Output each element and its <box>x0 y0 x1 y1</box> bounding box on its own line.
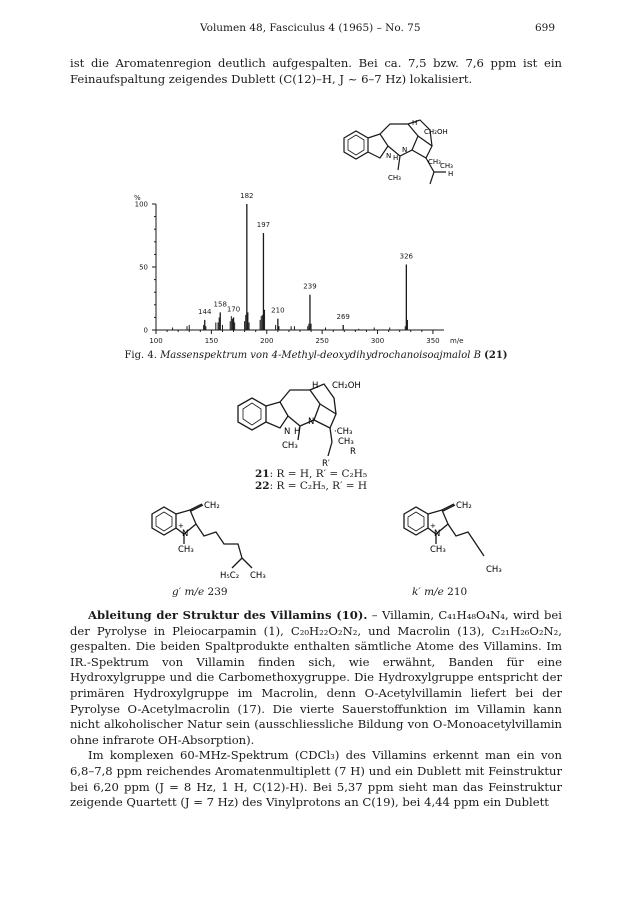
y-tick-label: 100 <box>134 200 148 209</box>
frag-k-label-ch3: CH₃ <box>430 545 446 555</box>
fragment-k-caption <box>412 586 467 598</box>
fragment-k-diagram <box>394 500 534 582</box>
top-label-n1: N <box>386 152 392 160</box>
x-tick-label: 300 <box>370 337 385 345</box>
running-header <box>0 22 624 36</box>
top-label-ch3c: CH₃ <box>440 162 453 170</box>
top-label-ch3a: CH₃ <box>428 158 441 166</box>
main-label-ch3b: CH₃ <box>282 441 298 451</box>
frag-g-label-ch3: CH₃ <box>178 545 194 555</box>
x-tick-label: 350 <box>426 337 440 345</box>
compound-21-number: 21 <box>255 468 270 480</box>
frag-k-label-n: N <box>434 529 441 539</box>
top-label-h2: H <box>393 154 399 162</box>
y-tick-label: 0 <box>143 326 148 335</box>
top-label-n2: N <box>402 146 408 154</box>
fragment-g-unit: m/e <box>184 586 205 598</box>
main-label-h2: H <box>294 427 301 437</box>
fragment-g-caption <box>172 586 228 598</box>
figure-caption <box>70 350 562 361</box>
peak-label-182: 182 <box>240 192 254 200</box>
section-heading: Ableitung der Struktur des Villamins (10). <box>88 608 368 622</box>
main-label-n1: N <box>284 427 291 437</box>
body-paragraph-2: Im komplexen 60-MHz-Spektrum (CDCl₃) des Villamins erkennt man ein von 6,8–7,8 ppm reichendes Aromatenmultiplett (7 H) und ein Dublett mit Feinstruktur bei 6,20 ppm (J = 8 Hz, 1 H, C(12)-H). Bei 5,37 ppm sieht man das Feinstruktur zeigende Quartett (J = 7 Hz) des Vinylprotons an C(19), bei 4,44 ppm ein Dublett <box>70 748 562 810</box>
frag-g-label-h5c2: H₅C₂ <box>220 571 240 581</box>
compound-22-def: : R = C₂H₅, R′ = H <box>269 480 368 492</box>
top-label-h3: H <box>448 170 454 178</box>
frag-g-label-n: N <box>182 529 189 539</box>
compound-definitions <box>255 468 395 492</box>
fragment-g-value: 239 <box>207 586 228 598</box>
y-axis-label: % <box>134 194 141 202</box>
structure-top-diagram <box>330 118 480 190</box>
top-label-ch3b: CH₃ <box>388 174 401 182</box>
x-tick-label: 150 <box>204 337 219 345</box>
x-tick-label: 250 <box>315 337 329 345</box>
peak-label-170: 170 <box>226 305 241 314</box>
main-label-n2: N <box>308 417 315 427</box>
fragment-k-value: 210 <box>447 586 468 598</box>
body-paragraph-1 <box>70 608 562 748</box>
compound-22-line <box>255 480 395 492</box>
fragment-k-letter: k′ <box>412 586 421 598</box>
main-label-ch2oh: CH₂OH <box>332 381 361 391</box>
main-label-ch3a: ·CH₃ <box>334 427 353 437</box>
fragment-g-letter: g′ <box>172 586 182 598</box>
paragraph-1-text: – Villamin, C₄₁H₄₈O₄N₄, wird bei der Pyrolyse in Pleiocarpamin (1), C₂₀H₂₂O₂N₂, und Macrolin (13), C₂₁H₂₆O₂N₂, gespalten. Die beiden Spaltprodukte enthalten sämtliche Atome des Villamins. Im IR.-Spektrum von Villamin finden sich, wie erwähnt, Banden für eine Hydroxylgruppe und die Carbomethoxygruppe. Die Hydroxylgruppe entspricht der primären Hydroxylgruppe im Macrolin, denn O-Acetylvillamin liefert bei der Pyrolyse O-Acetylmacrolin (17). Die vierte Sauerstoffunktion im Villamin kann nicht alkoholischer Natur sein (ausschliessliche Bildung von O-Monoacetylvillamin ohne infrarote OH-Absorption). <box>70 608 562 747</box>
compound-22-number: 22 <box>255 480 270 492</box>
peak-label-158: 158 <box>213 300 227 309</box>
compound-21-line <box>255 468 395 480</box>
mass-spectrum-chart <box>100 188 500 348</box>
x-axis-label: m/e <box>450 337 464 345</box>
y-tick-label: 50 <box>139 263 148 272</box>
structure-main-diagram <box>228 376 388 468</box>
main-label-h: H <box>312 381 319 391</box>
page-number: 699 <box>535 22 556 34</box>
journal-citation: Volumen 48, Fasciculus 4 (1965) – No. 75 <box>200 22 421 34</box>
peak-label-210: 210 <box>271 306 285 315</box>
main-label-rprime: R′ <box>322 459 330 468</box>
x-tick-label: 100 <box>149 337 163 345</box>
frag-k-label-ch2: CH₂ <box>456 501 472 511</box>
fragment-g-diagram <box>142 500 282 582</box>
frag-g-label-ch2: CH₂ <box>204 501 220 511</box>
compound-21-def: : R = H, R′ = C₂H₅ <box>269 468 368 480</box>
figure-label: Fig. 4. <box>124 350 157 361</box>
top-label-ch2oh: CH₂OH <box>424 128 448 136</box>
frag-g-charge: + <box>178 522 184 530</box>
peak-label-197: 197 <box>256 220 271 229</box>
peak-label-239: 239 <box>303 282 317 291</box>
frag-k-charge: + <box>430 522 436 530</box>
figure-title: Massenspektrum von 4-Methyl-deoxydihydrochanoisoajmalol B <box>160 350 481 361</box>
top-label-h: H <box>412 119 418 127</box>
peak-label-144: 144 <box>198 307 212 316</box>
frag-g-label-ch3b: CH₃ <box>250 571 266 581</box>
peak-label-326: 326 <box>399 252 414 261</box>
fragment-k-unit: m/e <box>424 586 444 598</box>
frag-k-label-ch3b: CH₃ <box>486 565 502 575</box>
figure-compound-ref: (21) <box>484 350 508 361</box>
intro-paragraph: ist die Aromatenregion deutlich aufgespalten. Bei ca. 7,5 bzw. 7,6 ppm ist ein Feinaufspaltung zeigendes Dublett (C(12)–H, J ~ 6–7 Hz) lokalisiert. <box>70 56 562 86</box>
body-text <box>70 608 562 811</box>
main-label-r: R <box>350 447 356 457</box>
x-tick-label: 200 <box>260 337 274 345</box>
peak-label-269: 269 <box>336 312 350 321</box>
main-label-ch3c: CH₃ <box>338 437 354 447</box>
